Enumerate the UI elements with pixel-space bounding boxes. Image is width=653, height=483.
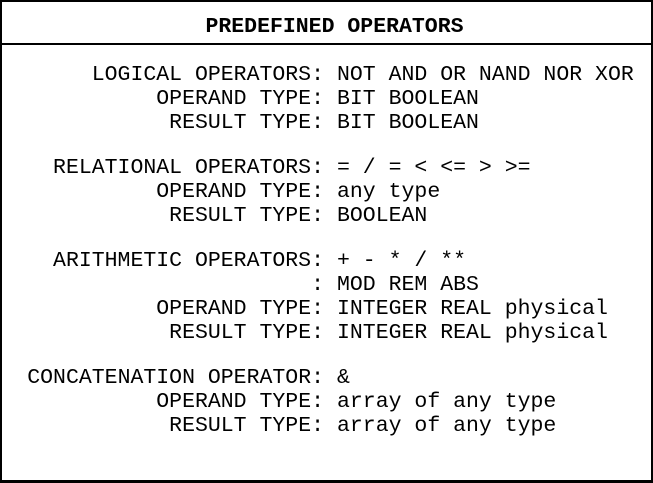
table-row xyxy=(2,414,651,438)
table-row xyxy=(2,366,651,390)
table-row xyxy=(2,297,651,321)
row-label: OPERAND TYPE: xyxy=(156,180,324,204)
row-label: OPERAND TYPE: xyxy=(156,87,324,111)
table-row xyxy=(2,156,651,180)
row-label: OPERAND TYPE: xyxy=(156,390,324,414)
table-row xyxy=(2,111,651,135)
page-title: PREDEFINED OPERATORS xyxy=(205,15,464,39)
row-value: + - * / ** xyxy=(337,249,467,273)
row-label: CONCATENATION OPERATOR: xyxy=(27,366,324,390)
row-label: RESULT TYPE: xyxy=(169,321,324,345)
table-row xyxy=(2,204,651,228)
row-value: MOD REM ABS xyxy=(337,273,479,297)
row-label: RELATIONAL OPERATORS: xyxy=(53,156,324,180)
table-row xyxy=(2,87,651,111)
table-row xyxy=(2,321,651,345)
table-row xyxy=(2,63,651,87)
row-label: ARITHMETIC OPERATORS: xyxy=(53,249,324,273)
row-value: INTEGER REAL physical xyxy=(337,297,608,321)
table-row xyxy=(2,273,651,297)
row-value: = / = < <= > >= xyxy=(337,156,531,180)
operators-list xyxy=(2,45,651,438)
row-label: RESULT TYPE: xyxy=(169,204,324,228)
row-label: : xyxy=(311,273,324,297)
row-label: LOGICAL OPERATORS: xyxy=(91,63,324,87)
section-arithmetic-operators xyxy=(2,249,651,345)
section-concatenation-operator xyxy=(2,366,651,438)
table-row xyxy=(2,390,651,414)
row-value: INTEGER REAL physical xyxy=(337,321,608,345)
row-value: array of any type xyxy=(337,414,557,438)
section-relational-operators xyxy=(2,156,651,228)
row-value: NOT AND OR NAND NOR XOR xyxy=(337,63,634,87)
row-value: BOOLEAN xyxy=(337,204,428,228)
row-label: RESULT TYPE: xyxy=(169,414,324,438)
row-value: BIT BOOLEAN xyxy=(337,87,479,111)
row-label: OPERAND TYPE: xyxy=(156,297,324,321)
row-value: & xyxy=(337,366,350,390)
row-value: BIT BOOLEAN xyxy=(337,111,479,135)
section-logical-operators xyxy=(2,63,651,135)
table-row xyxy=(2,180,651,204)
table-row xyxy=(2,249,651,273)
row-value: any type xyxy=(337,180,441,204)
title-bar xyxy=(2,2,651,45)
row-label: RESULT TYPE: xyxy=(169,111,324,135)
row-value: array of any type xyxy=(337,390,557,414)
